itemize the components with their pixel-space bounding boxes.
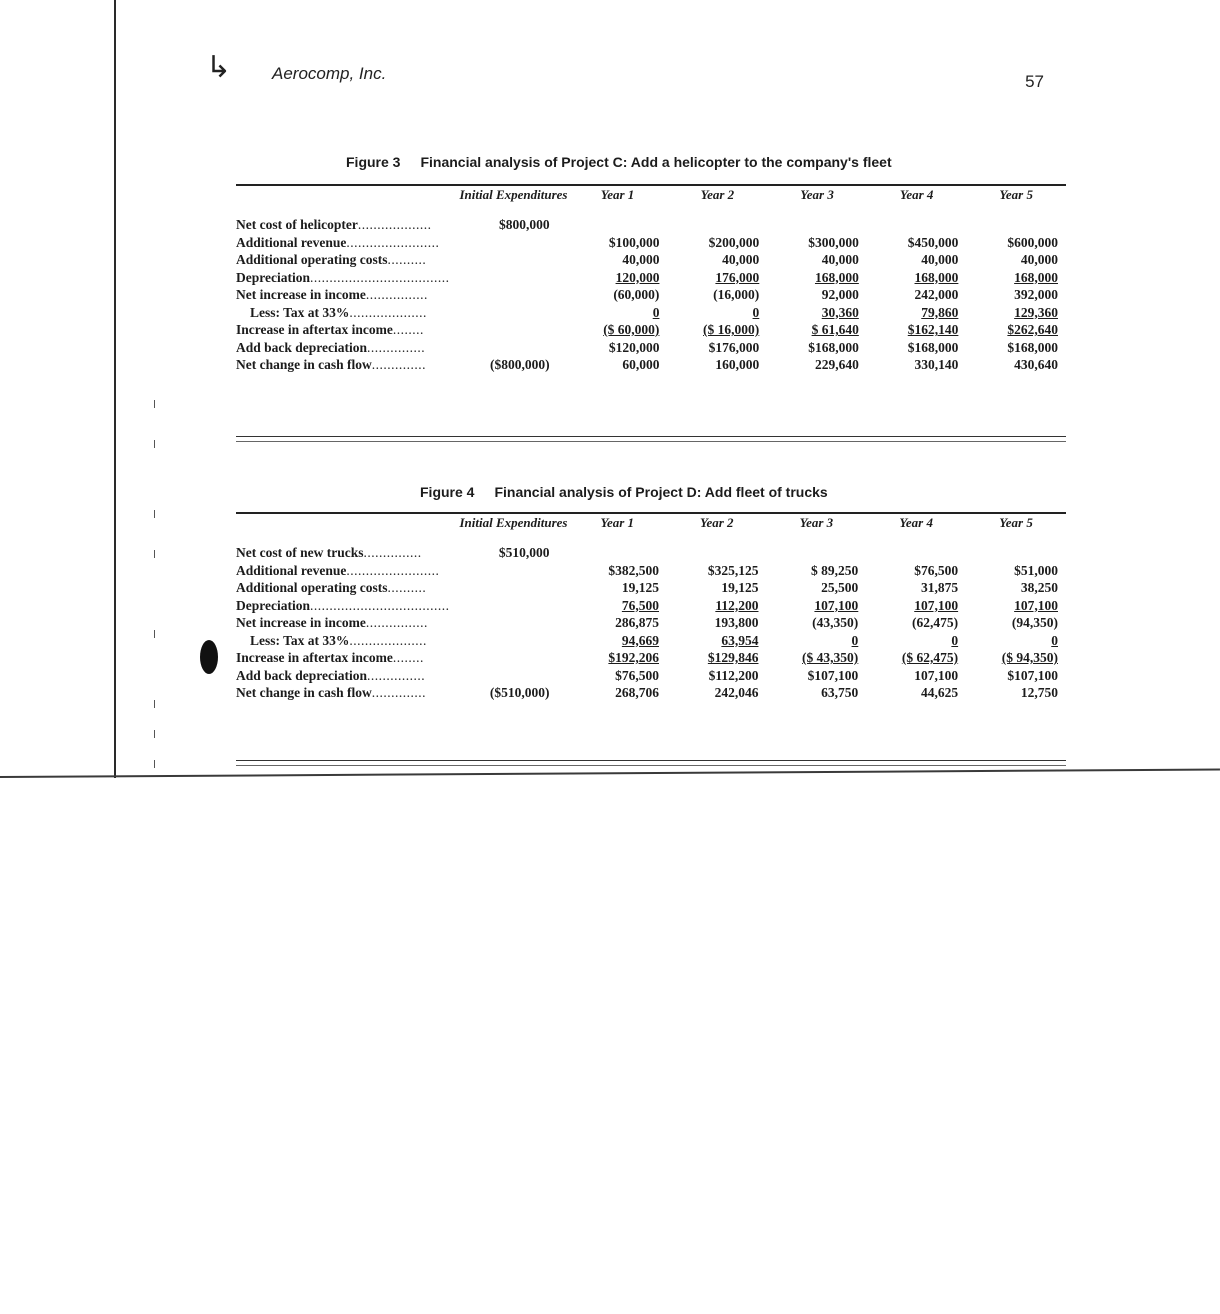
- cell: ($ 16,000): [703, 322, 760, 337]
- row-label: Increase in aftertax income: [236, 650, 393, 665]
- figure-title: Financial analysis of Project C: Add a helicopter to the company's fleet: [420, 154, 892, 170]
- page-number: 57: [1025, 72, 1044, 91]
- cell: $262,640: [1007, 322, 1058, 337]
- row-label: Additional operating costs: [236, 580, 388, 595]
- cell: $ 61,640: [811, 322, 859, 337]
- leader-dots: ....................: [349, 304, 427, 320]
- leader-dots: ....................: [349, 632, 427, 648]
- cell: 0: [652, 304, 660, 320]
- cell: [459, 321, 567, 339]
- row-label: Depreciation: [236, 269, 310, 285]
- cell: 30,360: [821, 304, 859, 320]
- table-row: [236, 356, 1066, 374]
- cell: [568, 544, 667, 562]
- row-label: Net change in cash flow: [236, 357, 372, 372]
- cell: $ 89,250: [811, 562, 859, 578]
- cell: $382,500: [608, 562, 659, 578]
- column-header-year-4: Year 4: [899, 187, 934, 202]
- cell: $168,000: [1007, 339, 1058, 355]
- cell: 229,640: [814, 357, 859, 372]
- row-label: Net increase in income: [236, 287, 366, 302]
- cell: $120,000: [608, 339, 660, 355]
- cell: [866, 544, 966, 562]
- leader-dots: ........: [392, 322, 424, 337]
- leader-dots: ................: [365, 287, 428, 302]
- punch-hole-mark: [200, 640, 218, 674]
- table-bottom-rule: [236, 760, 1066, 761]
- cell: 63,750: [821, 685, 859, 700]
- row-label: Net change in cash flow: [236, 685, 372, 700]
- row-label: Increase in aftertax income: [236, 322, 393, 337]
- cell: 242,000: [914, 287, 959, 302]
- column-header-year-2: Year 2: [699, 515, 734, 530]
- leader-dots: ...............: [363, 545, 422, 560]
- cell: $300,000: [808, 234, 859, 250]
- cell: ($ 94,350): [1001, 650, 1058, 665]
- table-top-rule: [236, 512, 1066, 514]
- cell: 112,200: [715, 597, 759, 613]
- cell: [459, 579, 567, 597]
- cell: $51,000: [1014, 562, 1058, 578]
- cell: [459, 234, 567, 252]
- cell: $325,125: [707, 562, 759, 578]
- binder-hook-mark: ↳: [206, 51, 232, 84]
- cell: $168,000: [907, 339, 959, 355]
- column-header-year-3: Year 3: [800, 187, 834, 202]
- scan-left-border: [114, 0, 116, 778]
- cell: [459, 269, 567, 287]
- cell: 31,875: [920, 580, 959, 595]
- table-row: [236, 234, 1066, 252]
- cell: ($ 60,000): [603, 322, 660, 337]
- cell: 40,000: [821, 252, 859, 267]
- cell: $168,000: [808, 339, 859, 355]
- cell: 40,000: [1020, 252, 1058, 267]
- column-header-year-5: Year 5: [999, 515, 1033, 530]
- cell: 38,250: [1020, 580, 1058, 595]
- cell: [767, 216, 867, 234]
- row-label: Net increase in income: [236, 615, 366, 630]
- cell: 19,125: [721, 580, 759, 595]
- cell: 107,100: [914, 597, 959, 613]
- table-header-row: [236, 188, 1066, 216]
- column-header-label: [236, 516, 459, 544]
- table-row: [236, 614, 1066, 632]
- row-label: Net cost of new trucks: [236, 545, 364, 560]
- leader-dots: ...................: [357, 217, 432, 232]
- cell: 25,500: [821, 580, 859, 595]
- cell: 168,000: [1014, 269, 1058, 285]
- column-header-label: [236, 188, 459, 216]
- table-bottom-rule: [236, 765, 1066, 766]
- cell: ($800,000): [489, 357, 550, 372]
- row-label: Additional revenue: [236, 234, 347, 250]
- column-header-year-1: Year 1: [600, 187, 635, 202]
- cell: $76,500: [914, 562, 959, 578]
- cell: ($ 43,350): [802, 650, 859, 665]
- cell: 392,000: [1014, 287, 1058, 302]
- column-header-initial: Initial Expenditures: [459, 515, 568, 530]
- leader-dots: ........................: [346, 562, 440, 578]
- cell: 79,860: [921, 304, 959, 320]
- leader-dots: ..........: [387, 252, 427, 267]
- row-label: Depreciation: [236, 597, 310, 613]
- cell: [966, 544, 1066, 562]
- row-label: Additional revenue: [236, 562, 347, 578]
- cell: 76,500: [621, 597, 659, 613]
- cell: 268,706: [615, 685, 659, 700]
- financial-table-project-d: [236, 516, 1066, 702]
- cell: 92,000: [821, 287, 859, 302]
- cell: [459, 614, 567, 632]
- cell: $510,000: [498, 545, 550, 560]
- cell: 0: [951, 632, 959, 648]
- figure-label: Figure 3: [346, 154, 401, 170]
- cell: $76,500: [615, 667, 659, 683]
- cell: [667, 216, 767, 234]
- row-label: Less: Tax at 33%: [250, 632, 350, 648]
- financial-table-project-c: [236, 188, 1066, 374]
- cell: 107,100: [814, 597, 859, 613]
- cell: 44,625: [920, 685, 959, 700]
- cell: $450,000: [907, 234, 959, 250]
- row-label: Less: Tax at 33%: [250, 304, 350, 320]
- table-row: [236, 632, 1066, 650]
- cell: 330,140: [914, 357, 959, 372]
- cell: 0: [752, 304, 760, 320]
- cell: [459, 562, 567, 580]
- cell: 0: [1051, 632, 1058, 648]
- table-row: [236, 286, 1066, 304]
- cell: 120,000: [615, 269, 660, 285]
- table-row: [236, 216, 1066, 234]
- cell: 40,000: [921, 252, 959, 267]
- cell: ($ 62,475): [901, 650, 959, 665]
- running-header-company: Aerocomp, Inc.: [272, 64, 387, 83]
- scan-margin-ticks: [150, 400, 160, 780]
- table-header-row: [236, 516, 1066, 544]
- table-row: [236, 667, 1066, 685]
- row-label: Add back depreciation: [236, 339, 368, 355]
- cell: 0: [851, 632, 859, 648]
- column-header-initial: Initial Expenditures: [459, 187, 568, 202]
- table-row: [236, 649, 1066, 667]
- table-top-rule: [236, 184, 1066, 186]
- cell: (60,000): [613, 287, 660, 302]
- cell: [459, 304, 567, 322]
- table-row: [236, 562, 1066, 580]
- table-row: [236, 269, 1066, 287]
- table-row: [236, 339, 1066, 357]
- scan-page-edge: [0, 769, 1220, 778]
- cell: $129,846: [707, 650, 759, 665]
- cell: [568, 216, 668, 234]
- column-header-year-4: Year 4: [899, 515, 933, 530]
- cell: 168,000: [814, 269, 859, 285]
- cell: 193,800: [714, 615, 759, 630]
- row-label: Additional operating costs: [236, 252, 388, 267]
- cell: 176,000: [715, 269, 760, 285]
- cell: 129,360: [1014, 304, 1058, 320]
- cell: (43,350): [812, 615, 859, 630]
- column-header-year-5: Year 5: [999, 187, 1033, 202]
- table-row: [236, 321, 1066, 339]
- cell: 94,669: [621, 632, 659, 648]
- table-bottom-rule: [236, 441, 1066, 442]
- cell: 286,875: [615, 615, 659, 630]
- cell: 160,000: [715, 357, 760, 372]
- cell: $192,206: [608, 650, 659, 665]
- leader-dots: ........: [392, 650, 424, 665]
- leader-dots: ...............: [367, 339, 426, 355]
- cell: [459, 251, 567, 269]
- table-row: [236, 304, 1066, 322]
- cell: (62,475): [911, 615, 959, 630]
- cell: $107,100: [1007, 667, 1058, 683]
- column-header-year-2: Year 2: [700, 187, 735, 202]
- row-label: Net cost of helicopter: [236, 217, 358, 232]
- cell: 168,000: [914, 269, 959, 285]
- leader-dots: ..............: [371, 685, 426, 700]
- cell: 242,046: [714, 685, 759, 700]
- table-row: [236, 684, 1066, 702]
- figure-caption: [346, 154, 892, 170]
- cell: [459, 339, 567, 357]
- column-header-year-1: Year 1: [600, 515, 635, 530]
- cell: [867, 216, 967, 234]
- cell: [459, 667, 567, 685]
- figure-caption: [420, 484, 828, 500]
- cell: [459, 597, 567, 615]
- figure-title: Financial analysis of Project D: Add fleet of trucks: [494, 484, 828, 500]
- cell: (16,000): [713, 287, 760, 302]
- cell: [459, 649, 567, 667]
- cell: $200,000: [708, 234, 760, 250]
- cell: [667, 544, 766, 562]
- cell: $600,000: [1007, 234, 1058, 250]
- cell: 40,000: [722, 252, 760, 267]
- table-bottom-rule: [236, 436, 1066, 437]
- cell: 430,640: [1014, 357, 1058, 372]
- cell: (94,350): [1011, 615, 1058, 630]
- leader-dots: ....................................: [310, 597, 450, 613]
- table-row: [236, 544, 1066, 562]
- cell: 63,954: [721, 632, 759, 648]
- leader-dots: ..........: [387, 580, 427, 595]
- figure-label: Figure 4: [420, 484, 475, 500]
- table-row: [236, 251, 1066, 269]
- leader-dots: ..............: [371, 357, 426, 372]
- cell: $112,200: [708, 667, 759, 683]
- cell: $107,100: [807, 667, 859, 683]
- leader-dots: ........................: [346, 234, 440, 250]
- cell: $176,000: [708, 339, 760, 355]
- table-row: [236, 579, 1066, 597]
- cell: $800,000: [498, 217, 550, 232]
- cell: [459, 286, 567, 304]
- cell: 40,000: [622, 252, 660, 267]
- cell: 19,125: [621, 580, 659, 595]
- cell: $100,000: [608, 234, 660, 250]
- cell: ($510,000): [489, 685, 550, 700]
- cell: 12,750: [1020, 685, 1058, 700]
- table-row: [236, 597, 1066, 615]
- cell: [966, 216, 1066, 234]
- cell: 107,100: [914, 667, 959, 683]
- leader-dots: ................: [365, 615, 428, 630]
- cell: 107,100: [1014, 597, 1058, 613]
- leader-dots: ....................................: [310, 269, 450, 285]
- row-label: Add back depreciation: [236, 667, 368, 683]
- cell: $162,140: [907, 322, 959, 337]
- cell: [459, 632, 567, 650]
- cell: [766, 544, 866, 562]
- column-header-year-3: Year 3: [799, 515, 834, 530]
- cell: 60,000: [622, 357, 660, 372]
- leader-dots: ...............: [367, 667, 426, 683]
